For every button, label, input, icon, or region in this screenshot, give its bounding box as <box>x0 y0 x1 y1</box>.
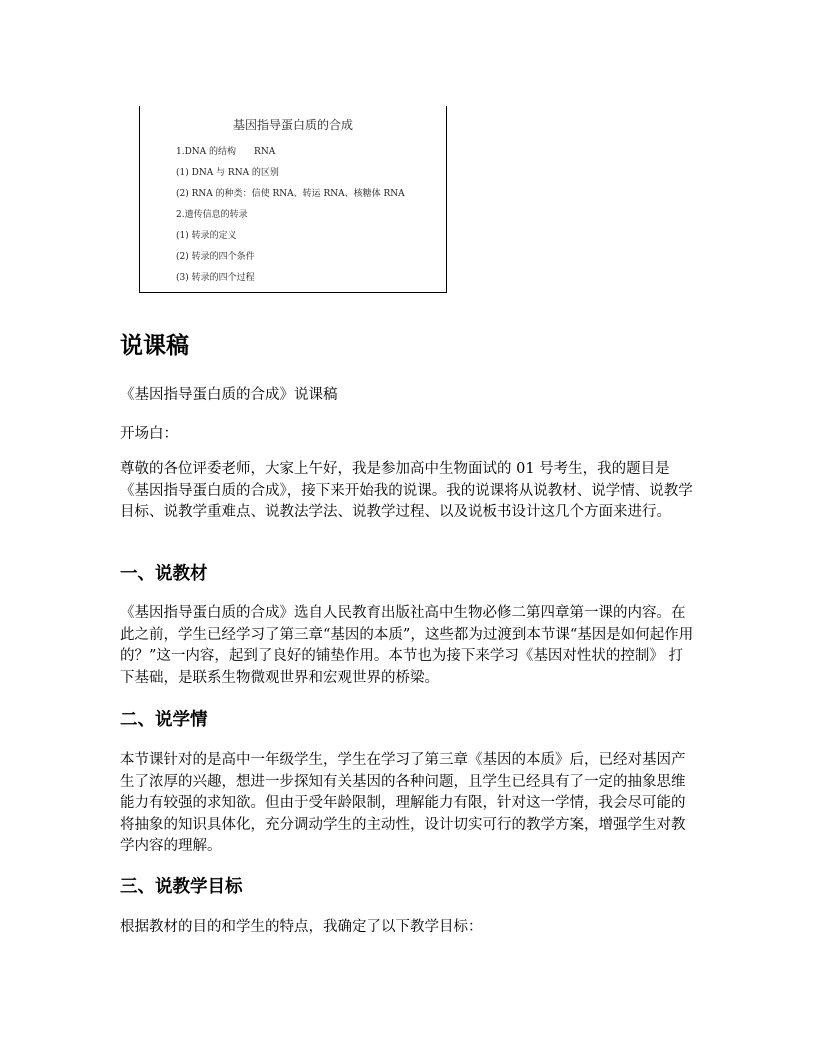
section-paragraph-textbook: 《基因指导蛋白质的合成》选自人民教育出版社高中生物必修二第四章第一课的内容。在此之前，学生已经学习了第三章“基因的本质”，这些都为过渡到本节课“基因是如何起作用的？”这一内容，起到了良好的铺垫作用。本节也为接下来学习《基因对性状的控制》 打下基础，是联系生物微观世界和宏观世界的桥梁。 <box>120 605 694 686</box>
lecture-subtitle: 《基因指导蛋白质的合成》说课稿 <box>120 387 338 403</box>
blackboard-design-figure <box>139 106 447 293</box>
section-paragraph-teaching-goals: 根据教材的目的和学生的特点，我确定了以下教学目标： <box>120 919 483 935</box>
section-paragraph-student-analysis: 本节课针对的是高中一年级学生，学生在学习了第三章《基因的本质》后，已经对基因产生了浓厚的兴趣，想进一步探知有关基因的各种问题，且学生已经具有了一定的抽象思维能力有较强的求知欲。但由于受年龄限制，理解能力有限，针对这一学情，我会尽可能的将抽象的知识具体化，充分调动学生的主动性，设计切实可行的教学方案，增强学生对教学内容的理解。 <box>120 752 686 854</box>
board-line: (1) 转录的定义 <box>176 231 237 241</box>
board-line: (2) RNA 的种类：信使 RNA、转运 RNA、核糖体 RNA <box>176 189 405 199</box>
document-title: 说课稿 <box>120 333 189 359</box>
board-line: (3) 转录的四个过程 <box>176 273 255 283</box>
section-heading-student-analysis: 二、说学情 <box>120 710 208 730</box>
board-line: 2.遗传信息的转录 <box>176 210 248 220</box>
board-line: (1) DNA 与 RNA 的区别 <box>176 168 279 178</box>
board-line: 1.DNA 的结构 RNA <box>176 147 276 157</box>
board-line: (2) 转录的四个条件 <box>176 252 255 262</box>
opening-paragraph: 尊敬的各位评委老师，大家上午好，我是参加高中生物面试的 01 号考生，我的题目是《基因指导蛋白质的合成》，接下来开始我的说课。我的说课将从说教材、说学情、说教学目标、说教学重难点、说教法学法、说教学过程、以及说板书设计这几个方面来进行。 <box>120 461 693 520</box>
section-heading-teaching-goals: 三、说教学目标 <box>120 877 243 897</box>
section-heading-textbook: 一、说教材 <box>120 564 208 584</box>
opening-label: 开场白： <box>120 426 178 442</box>
board-title: 基因指导蛋白质的合成 <box>232 118 353 132</box>
